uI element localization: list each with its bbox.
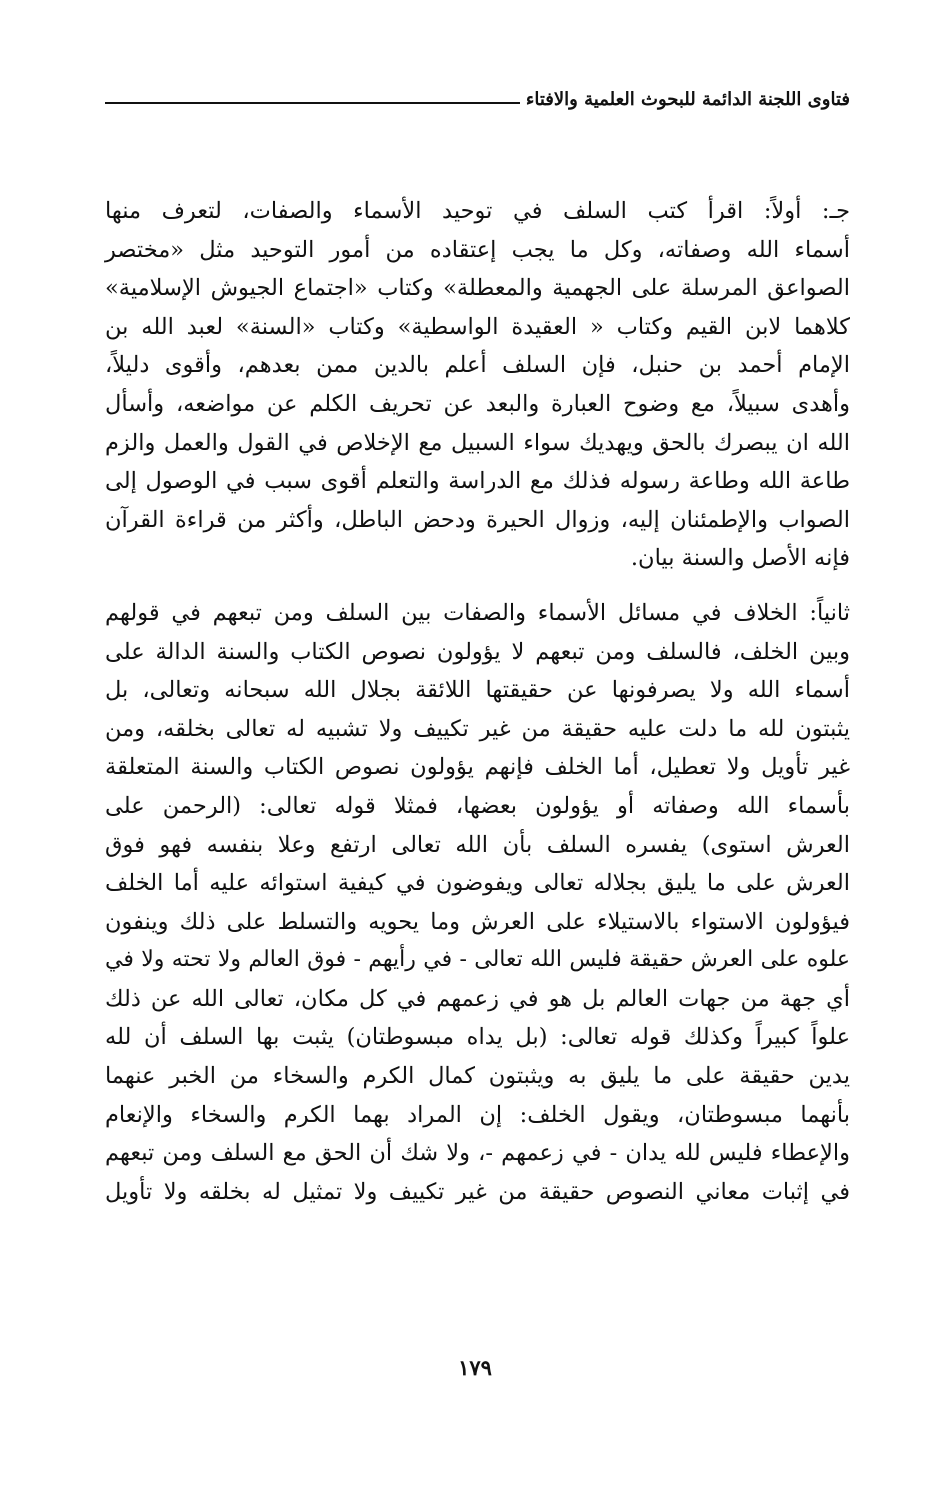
paragraph-answer-first <box>105 192 850 578</box>
text-line: علواً كبيراً وكذلك قوله تعالى: (بل يداه مبسوطتان) يثبت بها السلف أن لله <box>105 1024 850 1051</box>
text-line: وأهدى سبيلاً، مع وضوح العبارة والبعد عن تحريف الكلم عن مواضعه، وأسأل <box>105 390 850 417</box>
text-line: فيؤولون الاستواء بالاستيلاء على العرش وما يحويه والتسلط على ذلك وينفون <box>105 908 850 935</box>
text-line: أسماء الله ولا يصرفونها عن حقيقتها اللائقة بجلال الله سبحانه وتعالى، بل <box>105 677 850 704</box>
running-header <box>105 84 850 114</box>
text-line: فإنه الأصل والسنة بيان. <box>630 545 850 572</box>
text-line: بأسماء الله وصفاته أو يؤولون بعضها، فمثلا قوله تعالى: (الرحمن على <box>105 792 850 819</box>
text-line: كلاهما لابن القيم وكتاب « العقيدة الواسطية» وكتاب «السنة» لعبد الله بن <box>105 313 850 340</box>
header-title: فتاوى اللجنة الدائمة للبحوث العلمية والافتاء <box>525 88 850 110</box>
text-line: جـ: أولاً: اقرأ كتب السلف في توحيد الأسماء والصفات، لتعرف منها <box>105 198 850 224</box>
header-rule <box>105 102 520 104</box>
page-number: ١٧٩ <box>458 1355 492 1380</box>
text-line: يثبتون لله ما دلت عليه حقيقة من غير تكييف ولا تشبيه له تعالى بخلقه، ومن <box>105 715 850 742</box>
text-line: العرش استوى) يفسره السلف بأن الله تعالى ارتفع وعلا بنفسه فهو فوق <box>105 831 850 858</box>
paragraph-answer-second <box>105 594 850 1212</box>
text-line: ثانياً: الخلاف في مسائل الأسماء والصفات بين السلف ومن تبعهم في قولهم <box>105 599 850 626</box>
body-text <box>105 192 850 1211</box>
text-line: الصواعق المرسلة على الجهمية والمعطلة» وكتاب «اجتماع الجيوش الإسلامية» <box>105 275 850 302</box>
text-line: والإعطاء فليس لله يدان - في زعمهم -، ولا شك أن الحق مع السلف ومن تبعهم <box>105 1140 850 1167</box>
text-line: أي جهة من جهات العالم بل هو في زعمهم في كل مكان، تعالى الله عن ذلك <box>105 985 850 1012</box>
text-line: يدين حقيقة على ما يليق به ويثبتون كمال الكرم والسخاء من الخبر عنهما <box>105 1063 850 1090</box>
text-line: بأنهما مبسوطتان، ويقول الخلف: إن المراد بهما الكرم والسخاء والإنعام <box>105 1101 850 1128</box>
text-line: في إثبات معاني النصوص حقيقة من غير تكييف ولا تمثيل له بخلقه ولا تأويل <box>105 1178 850 1205</box>
text-line: طاعة الله وطاعة رسوله فذلك مع الدراسة والتعلم أقوى سبب في الوصول إلى <box>105 468 850 495</box>
text-line: أسماء الله وصفاته، وكل ما يجب إعتقاده من أمور التوحيد مثل «مختصر <box>105 236 850 263</box>
text-line: الإمام أحمد بن حنبل، فإن السلف أعلم بالدين ممن بعدهم، وأقوى دليلاً، <box>105 352 850 379</box>
text-line: العرش على ما يليق بجلاله تعالى ويفوضون في كيفية استوائه عليه أما الخلف <box>105 870 850 897</box>
text-line: الله ان يبصرك بالحق ويهديك سواء السبيل مع الإخلاص في القول والعمل والزم <box>105 429 850 456</box>
text-line: وبين الخلف، فالسلف ومن تبعهم لا يؤولون نصوص الكتاب والسنة الدالة على <box>105 638 850 665</box>
text-line: غير تأويل ولا تعطيل، أما الخلف فإنهم يؤولون نصوص الكتاب والسنة المتعلقة <box>105 754 850 781</box>
text-line: علوه على العرش حقيقة فليس الله تعالى - في رأيهم - فوق العالم ولا تحته ولا في <box>105 947 850 973</box>
text-line: الصواب والإطمئنان إليه، وزوال الحيرة ودحض الباطل، وأكثر من قراءة القرآن <box>105 506 850 533</box>
